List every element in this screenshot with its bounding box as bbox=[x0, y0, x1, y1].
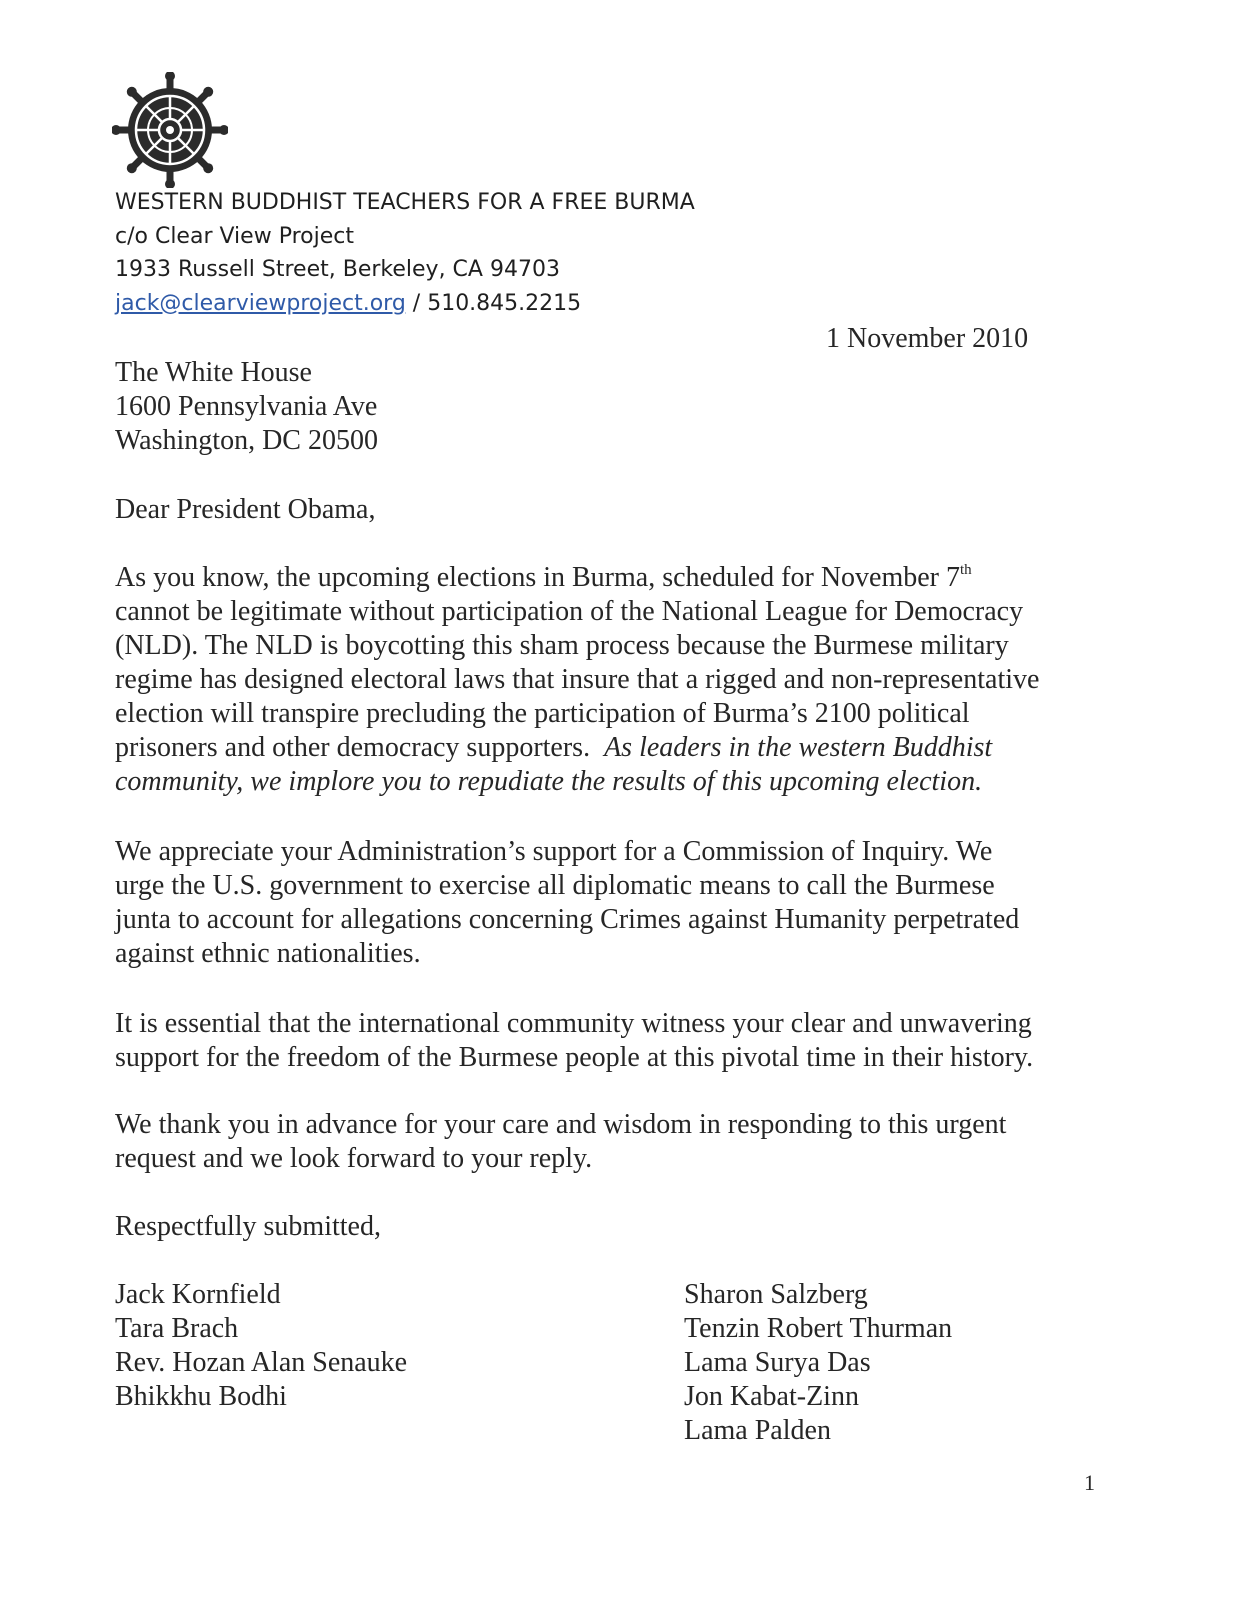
paragraph-line: cannot be legitimate without participation of the National League for Democracy bbox=[115, 596, 1024, 627]
signer-name: Bhikkhu Bodhi bbox=[115, 1381, 287, 1412]
phone-number: / 510.845.2215 bbox=[405, 290, 582, 316]
street-address: 1933 Russell Street, Berkeley, CA 94703 bbox=[115, 257, 560, 282]
paragraph-line: regime has designed electoral laws that insure that a rigged and non-representative bbox=[115, 664, 1040, 695]
paragraph-line: It is essential that the international community witness your clear and unwavering bbox=[115, 1008, 1032, 1039]
page-number: 1 bbox=[1084, 1470, 1095, 1495]
recipient-address bbox=[115, 356, 378, 458]
closing: Respectfully submitted, bbox=[115, 1211, 381, 1242]
paragraph-text: prisoners and other democracy supporters. bbox=[115, 732, 605, 763]
letterhead bbox=[115, 186, 695, 320]
salutation: Dear President Obama, bbox=[115, 494, 376, 525]
paragraph-line: (NLD). The NLD is boycotting this sham process because the Burmese military bbox=[115, 630, 1009, 661]
paragraph-line bbox=[115, 561, 1115, 595]
paragraph-line: We appreciate your Administration’s support for a Commission of Inquiry. We bbox=[115, 836, 993, 867]
dharma-wheel-icon bbox=[112, 72, 228, 188]
recipient-name: The White House bbox=[115, 357, 312, 388]
ordinal-suffix: th bbox=[960, 561, 972, 578]
signer-name: Lama Surya Das bbox=[684, 1347, 871, 1378]
care-of-line: c/o Clear View Project bbox=[115, 223, 354, 249]
paragraph-line: junta to account for allegations concerning Crimes against Humanity perpetrated bbox=[115, 904, 1020, 935]
paragraph-text: As you know, the upcoming elections in Burma, scheduled for November 7 bbox=[115, 562, 961, 593]
contact-line bbox=[115, 287, 695, 321]
signer-name: Sharon Salzberg bbox=[684, 1279, 868, 1310]
signer-name: Jon Kabat-Zinn bbox=[684, 1381, 859, 1412]
paragraph-line: election will transpire precluding the participation of Burma’s 2100 political bbox=[115, 698, 970, 729]
paragraph-line: urge the U.S. government to exercise all diplomatic means to call the Burmese bbox=[115, 870, 995, 901]
recipient-city: Washington, DC 20500 bbox=[115, 425, 378, 456]
paragraph-line bbox=[115, 731, 1115, 765]
emphasis-line: community, we implore you to repudiate the results of this upcoming election. bbox=[115, 766, 983, 797]
letter-date: 1 November 2010 bbox=[826, 323, 1029, 354]
paragraph-1 bbox=[115, 561, 1115, 799]
recipient-street: 1600 Pennsylvania Ave bbox=[115, 391, 378, 422]
paragraph-4 bbox=[115, 1108, 1115, 1176]
signers-left-column bbox=[115, 1278, 407, 1414]
signer-name: Rev. Hozan Alan Senauke bbox=[115, 1347, 408, 1378]
paragraph-line: against ethnic nationalities. bbox=[115, 938, 421, 969]
signer-name: Lama Palden bbox=[684, 1415, 831, 1446]
paragraph-line: We thank you in advance for your care and wisdom in responding to this urgent bbox=[115, 1109, 1007, 1140]
paragraph-line: support for the freedom of the Burmese people at this pivotal time in their history. bbox=[115, 1042, 1034, 1073]
organization-name: WESTERN BUDDHIST TEACHERS FOR A FREE BURMA bbox=[115, 190, 695, 215]
signer-name: Jack Kornfield bbox=[115, 1279, 281, 1310]
paragraph-3 bbox=[115, 1007, 1115, 1075]
email-link[interactable]: jack@clearviewproject.org bbox=[115, 290, 406, 316]
signer-name: Tenzin Robert Thurman bbox=[684, 1313, 953, 1344]
signer-name: Tara Brach bbox=[115, 1313, 239, 1344]
paragraph-2 bbox=[115, 835, 1115, 971]
emphasis-text: As leaders in the western Buddhist bbox=[604, 732, 993, 763]
paragraph-line: request and we look forward to your reply. bbox=[115, 1143, 593, 1174]
signers-right-column bbox=[684, 1278, 952, 1448]
